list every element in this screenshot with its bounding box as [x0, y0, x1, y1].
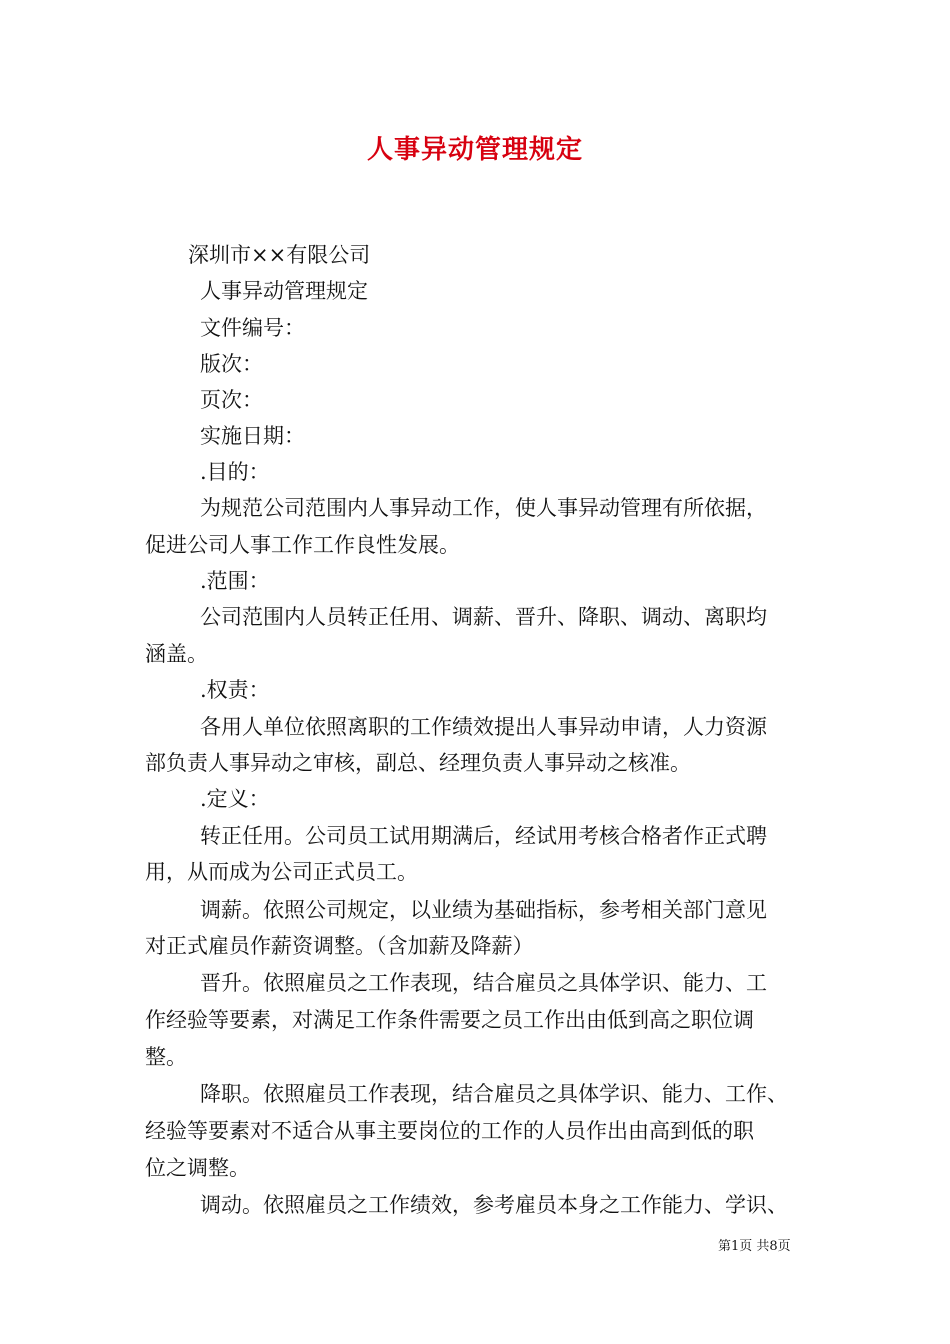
document-subtitle: 人事异动管理规定 — [200, 279, 368, 303]
effective-date-label: 实施日期： — [200, 424, 305, 448]
purpose-heading: .目的： — [200, 460, 270, 484]
scope-text-line-1: 公司范围内人员转正任用、调薪、晋升、降职、调动、离职均 — [200, 605, 767, 629]
purpose-text-line-2: 促进公司人事工作工作良性发展。 — [145, 533, 460, 557]
definition-salary-line-1: 调薪。依照公司规定，以业绩为基础指标，参考相关部门意见 — [200, 898, 767, 922]
edition-label: 版次： — [200, 352, 263, 376]
duty-heading: .权责： — [200, 678, 270, 702]
purpose-text-line-1: 为规范公司范围内人事异动工作，使人事异动管理有所依据， — [200, 496, 767, 520]
definition-transfer-line-1: 调动。依照雇员之工作绩效，参考雇员本身之工作能力、学识、 — [200, 1193, 788, 1217]
duty-text-line-2: 部负责人事异动之审核，副总、经理负责人事异动之核准。 — [145, 751, 691, 775]
definition-confirmation-line-1: 转正任用。公司员工试用期满后，经试用考核合格者作正式聘 — [200, 824, 767, 848]
definition-confirmation-line-2: 用，从而成为公司正式员工。 — [145, 860, 418, 884]
definition-promotion-line-2: 作经验等要素，对满足工作条件需要之员工作出由低到高之职位调 — [145, 1008, 754, 1032]
duty-text-line-1: 各用人单位依照离职的工作绩效提出人事异动申请，人力资源 — [200, 715, 767, 739]
definition-demotion-line-2: 经验等要素对不适合从事主要岗位的工作的人员作出由高到低的职 — [145, 1119, 754, 1143]
scope-heading: .范围： — [200, 569, 270, 593]
definition-demotion-line-1: 降职。依照雇员工作表现，结合雇员之具体学识、能力、工作、 — [200, 1082, 788, 1106]
company-name: 深圳市××有限公司 — [188, 243, 371, 267]
page-label: 页次： — [200, 388, 263, 412]
definition-heading: .定义： — [200, 787, 270, 811]
scope-text-line-2: 涵盖。 — [145, 642, 208, 666]
page-footer: 第1页 共8页 — [718, 1239, 791, 1254]
definition-demotion-line-3: 位之调整。 — [145, 1156, 250, 1180]
definition-promotion-line-1: 晋升。依照雇员之工作表现，结合雇员之具体学识、能力、工 — [200, 971, 767, 995]
definition-promotion-line-3: 整。 — [145, 1045, 187, 1069]
document-title: 人事异动管理规定 — [366, 135, 583, 165]
file-number-label: 文件编号： — [200, 316, 305, 340]
definition-salary-line-2: 对正式雇员作薪资调整。（含加薪及降薪） — [145, 934, 534, 958]
